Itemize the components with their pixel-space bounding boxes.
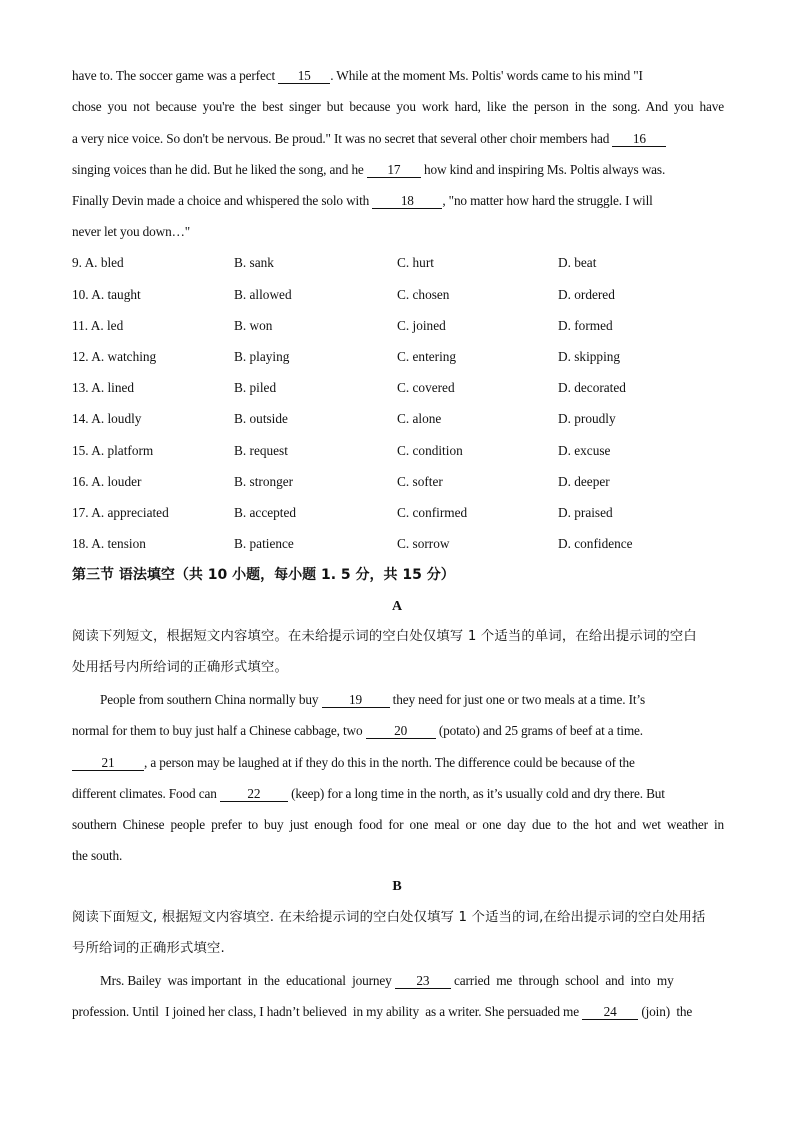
- option-a: 17. A. appreciated: [72, 505, 169, 520]
- option-c: C. joined: [397, 318, 446, 333]
- text-run: have to. The soccer game was a perfect: [72, 68, 279, 83]
- option-d: D. confidence: [558, 536, 633, 551]
- option-a: 9. A. bled: [72, 255, 124, 270]
- text-run: singing voices than he did. But he liked the song, and he: [72, 162, 367, 177]
- option-a: 11. A. led: [72, 318, 124, 333]
- section-heading: 第三节 语法填空（共 10 小题，每小题 1. 5 分，共 15 分）: [72, 567, 455, 583]
- option-row: [72, 410, 724, 428]
- option-b: B. accepted: [234, 505, 297, 520]
- option-b: B. outside: [234, 411, 288, 426]
- text-run: profession. Until I joined her class, I hadn’t believed in my ability as a writer. She persuaded me: [72, 1004, 583, 1019]
- option-c: C. hurt: [397, 255, 434, 270]
- option-c: C. condition: [397, 443, 463, 458]
- option-a: 10. A. taught: [72, 287, 141, 302]
- option-b: B. stronger: [234, 474, 294, 489]
- text-run: (join) the: [638, 1004, 693, 1019]
- option-a: 14. A. loudly: [72, 411, 142, 426]
- option-row: [72, 286, 724, 304]
- blank-16: 16: [612, 131, 666, 147]
- text-run: , a person may be laughed at if they do this in the north. The difference could be because of the: [144, 755, 635, 770]
- option-row: [72, 473, 724, 491]
- passage-line-3: [72, 130, 724, 148]
- option-b: B. allowed: [234, 287, 292, 302]
- part-a-line-4: [72, 785, 724, 803]
- option-c: C. chosen: [397, 287, 450, 302]
- part-a-line-1: [100, 691, 724, 709]
- text-run: different climates. Food can: [72, 786, 220, 801]
- option-b: B. sank: [234, 255, 274, 270]
- text-run: how kind and inspiring Ms. Poltis always was.: [420, 162, 666, 177]
- part-b-label: B: [392, 879, 402, 894]
- text-run: , "no matter how hard the struggle. I will: [442, 193, 653, 208]
- option-c: C. sorrow: [397, 536, 450, 551]
- option-a: 13. A. lined: [72, 380, 135, 395]
- option-d: D. beat: [558, 255, 597, 270]
- blank-20: 20: [366, 723, 436, 739]
- option-c: C. alone: [397, 411, 442, 426]
- option-b: B. piled: [234, 380, 277, 395]
- option-d: D. deeper: [558, 474, 610, 489]
- text-run: Finally Devin made a choice and whispered the solo with: [72, 193, 373, 208]
- blank-19: 19: [322, 692, 390, 708]
- option-d: D. skipping: [558, 349, 621, 364]
- blank-17: 17: [367, 162, 421, 178]
- option-c: C. confirmed: [397, 505, 468, 520]
- part-b-line-1: [100, 972, 724, 990]
- text-run: a very nice voice. So don't be nervous. Be proud." It was no secret that several other choir members had: [72, 131, 613, 146]
- option-row: [72, 535, 724, 553]
- text-run: . While at the moment Ms. Poltis' words came to his mind "I: [330, 68, 643, 83]
- text-run: (potato) and 25 grams of beef at a time.: [435, 723, 643, 738]
- option-row: [72, 254, 724, 272]
- option-b: B. patience: [234, 536, 294, 551]
- part-b-instruction-1: 阅读下面短文, 根据短文内容填空. 在未给提示词的空白处仅填写 1 个适当的词,在给出提示词的空白处用括: [72, 910, 706, 925]
- part-a-instruction-1: 阅读下列短文，根据短文内容填空。在未给提示词的空白处仅填写 1 个适当的单词，在给出提示词的空白: [72, 629, 697, 644]
- option-d: D. ordered: [558, 287, 615, 302]
- passage-line-4: [72, 161, 724, 179]
- text-run: normal for them to buy just half a Chinese cabbage, two: [72, 723, 366, 738]
- text-run: Mrs. Bailey was important in the educational journey: [100, 973, 395, 988]
- option-d: D. praised: [558, 505, 613, 520]
- option-row: [72, 504, 724, 522]
- option-a: 18. A. tension: [72, 536, 146, 551]
- passage-line-1: [72, 67, 724, 85]
- part-a-instruction-2: 处用括号内所给词的正确形式填空。: [72, 660, 288, 675]
- text-run: (keep) for a long time in the north, as it’s usually cold and dry there. But: [287, 786, 665, 801]
- passage-line-5: [72, 192, 724, 210]
- option-a: 12. A. watching: [72, 349, 157, 364]
- part-a-label: A: [391, 599, 403, 614]
- text-run: carried me through school and into my: [450, 973, 674, 988]
- option-d: D. decorated: [558, 380, 626, 395]
- part-a-line-2: [72, 722, 724, 740]
- part-b-line-2: [72, 1003, 724, 1021]
- option-row: [72, 442, 724, 460]
- blank-24: 24: [582, 1004, 638, 1020]
- option-a: 16. A. louder: [72, 474, 142, 489]
- option-a: 15. A. platform: [72, 443, 154, 458]
- passage-line-2: chose you not because you're the best singer but because you work hard, like the person in the song. And you have: [72, 99, 724, 114]
- blank-21: 21: [72, 755, 144, 771]
- option-row: [72, 348, 724, 366]
- text-run: they need for just one or two meals at a time. It’s: [389, 692, 645, 707]
- blank-15: 15: [278, 68, 330, 84]
- option-b: B. request: [234, 443, 288, 458]
- part-a-line-3: [72, 754, 724, 772]
- part-a-line-6: the south.: [72, 848, 123, 863]
- option-d: D. proudly: [558, 411, 616, 426]
- blank-22: 22: [220, 786, 288, 802]
- part-b-instruction-2: 号所给词的正确形式填空.: [72, 941, 225, 956]
- text-run: People from southern China normally buy: [100, 692, 322, 707]
- option-c: C. softer: [397, 474, 443, 489]
- option-b: B. won: [234, 318, 273, 333]
- option-b: B. playing: [234, 349, 290, 364]
- option-d: D. excuse: [558, 443, 611, 458]
- option-c: C. covered: [397, 380, 455, 395]
- part-a-line-5: southern Chinese people prefer to buy just enough food for one meal or one day due to the hot and wet weather in: [72, 817, 724, 832]
- option-row: [72, 317, 724, 335]
- option-c: C. entering: [397, 349, 457, 364]
- blank-23: 23: [395, 973, 451, 989]
- option-d: D. formed: [558, 318, 613, 333]
- passage-line-6: never let you down…": [72, 224, 191, 239]
- blank-18: 18: [372, 193, 442, 209]
- option-row: [72, 379, 724, 397]
